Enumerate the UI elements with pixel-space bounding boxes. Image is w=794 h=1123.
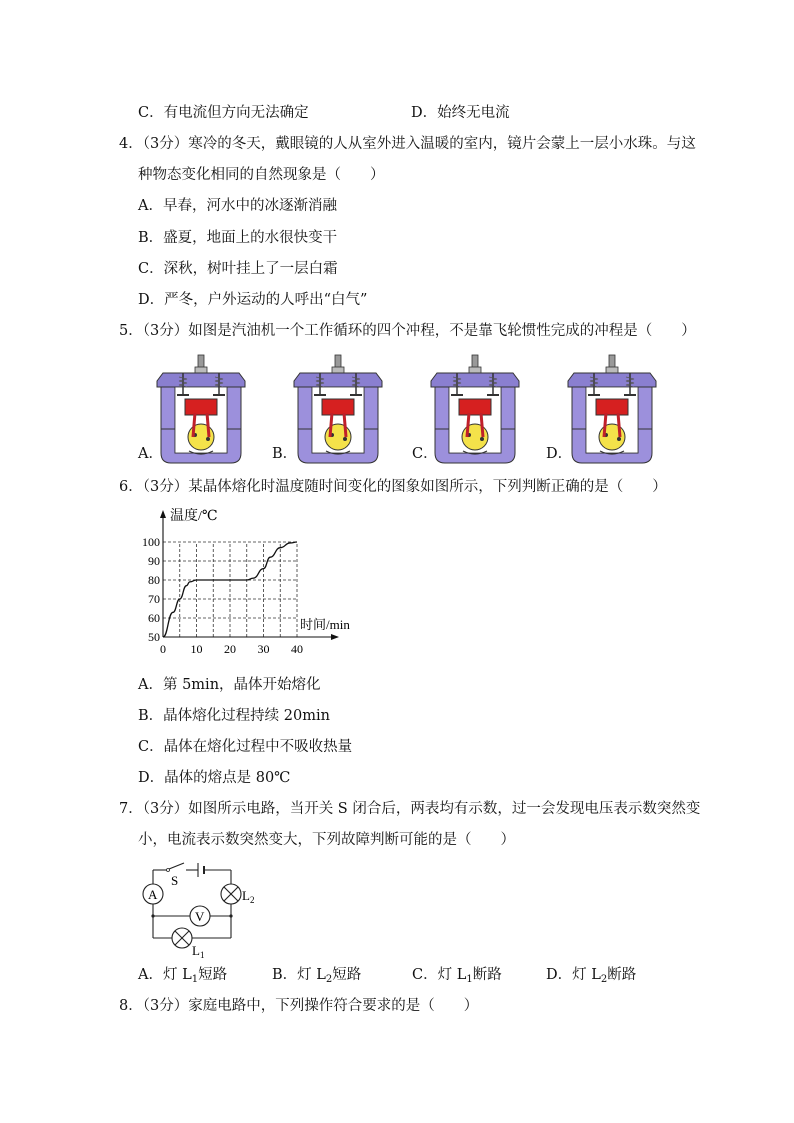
y-tick-label: 50 [148, 630, 160, 644]
y-tick-label: 90 [148, 554, 160, 568]
lamp-l1-label: $L_1$ [192, 943, 205, 960]
q4-option-a: A．早春，河水中的冰逐渐消融 [138, 198, 337, 214]
engine-strokes-figure [0, 350, 794, 465]
circuit-diagram [138, 860, 278, 960]
engine-a [157, 355, 245, 463]
x-tick-label: 30 [257, 642, 270, 656]
chart-grid [163, 542, 297, 637]
q5-label-b: B． [272, 446, 298, 462]
ammeter-label: A [148, 887, 158, 902]
engine-b [294, 355, 382, 463]
x-tick-label: 20 [224, 642, 236, 656]
q6-option-b: B．晶体熔化过程持续 20min [138, 708, 330, 724]
x-axis-arrow [331, 634, 339, 640]
q5-label-c: C． [412, 446, 438, 462]
q6-option-a: A．第 5min，晶体开始熔化 [138, 677, 321, 693]
engine-d [568, 355, 656, 463]
engine-c [431, 355, 519, 463]
y-tick-label: 100 [142, 535, 160, 549]
q6-option-c: C．晶体在熔化过程中不吸收热量 [138, 739, 353, 755]
y-tick-label: 80 [148, 573, 160, 587]
x-tick-label: 0 [160, 642, 166, 656]
q4-option-d: D．严冬，户外运动的人呼出“白气” [138, 292, 368, 308]
y-tick-label: 70 [148, 592, 160, 606]
x-axis-label: 时间/min [300, 617, 350, 632]
q3-option-d: D．始终无电流 [411, 105, 510, 121]
switch-label: S [171, 873, 179, 888]
y-axis-label: 温度/℃ [170, 509, 218, 524]
q7-option-c: C．灯 $L_1$断路 [412, 967, 502, 985]
chart-ticks [142, 535, 303, 656]
q6-option-d: D．晶体的熔点是 80℃ [138, 770, 291, 786]
x-tick-label: 40 [291, 642, 303, 656]
lamp-l2-label: $L_2$ [242, 888, 255, 905]
q5-label-a: A． [138, 446, 163, 462]
q7-stem-line1: 7．（3分）如图所示电路，当开关 S 闭合后，两表均有示数，过一会发现电压表示数突然变 [119, 801, 701, 817]
q5-stem: 5．（3分）如图是汽油机一个工作循环的四个冲程，不是靠飞轮惯性完成的冲程是（ ） [119, 323, 696, 339]
q5-label-d: D． [546, 446, 573, 462]
voltmeter-label: V [195, 909, 205, 924]
y-tick-label: 60 [148, 611, 160, 625]
q7-stem-line2: 小，电流表示数突然变大，下列故障判断可能的是（ ） [138, 832, 515, 848]
q3-option-c: C．有电流但方向无法确定 [138, 105, 309, 121]
melting-curve-chart [138, 508, 398, 658]
q7-option-a: A．灯 $L_1$短路 [138, 967, 228, 985]
q4-option-c: C．深秋，树叶挂上了一层白霜 [138, 261, 338, 277]
q7-option-b: B．灯 $L_2$短路 [272, 967, 362, 985]
q4-stem-line1: 4．（3分）寒冷的冬天，戴眼镜的人从室外进入温暖的室内，镜片会蒙上一层小水珠。与这 [119, 136, 696, 152]
q4-stem-line2: 种物态变化相同的自然现象是（ ） [138, 167, 385, 183]
q6-stem: 6．（3分）某晶体熔化时温度随时间变化的图象如图所示，下列判断正确的是（ ） [119, 479, 667, 495]
x-tick-label: 10 [190, 642, 203, 656]
y-axis-arrow [160, 510, 166, 518]
q8-stem: 8．（3分）家庭电路中，下列操作符合要求的是（ ） [119, 998, 479, 1014]
q4-option-b: B．盛夏，地面上的水很快变干 [138, 230, 338, 246]
q7-option-d: D．灯 $L_2$断路 [546, 967, 637, 985]
